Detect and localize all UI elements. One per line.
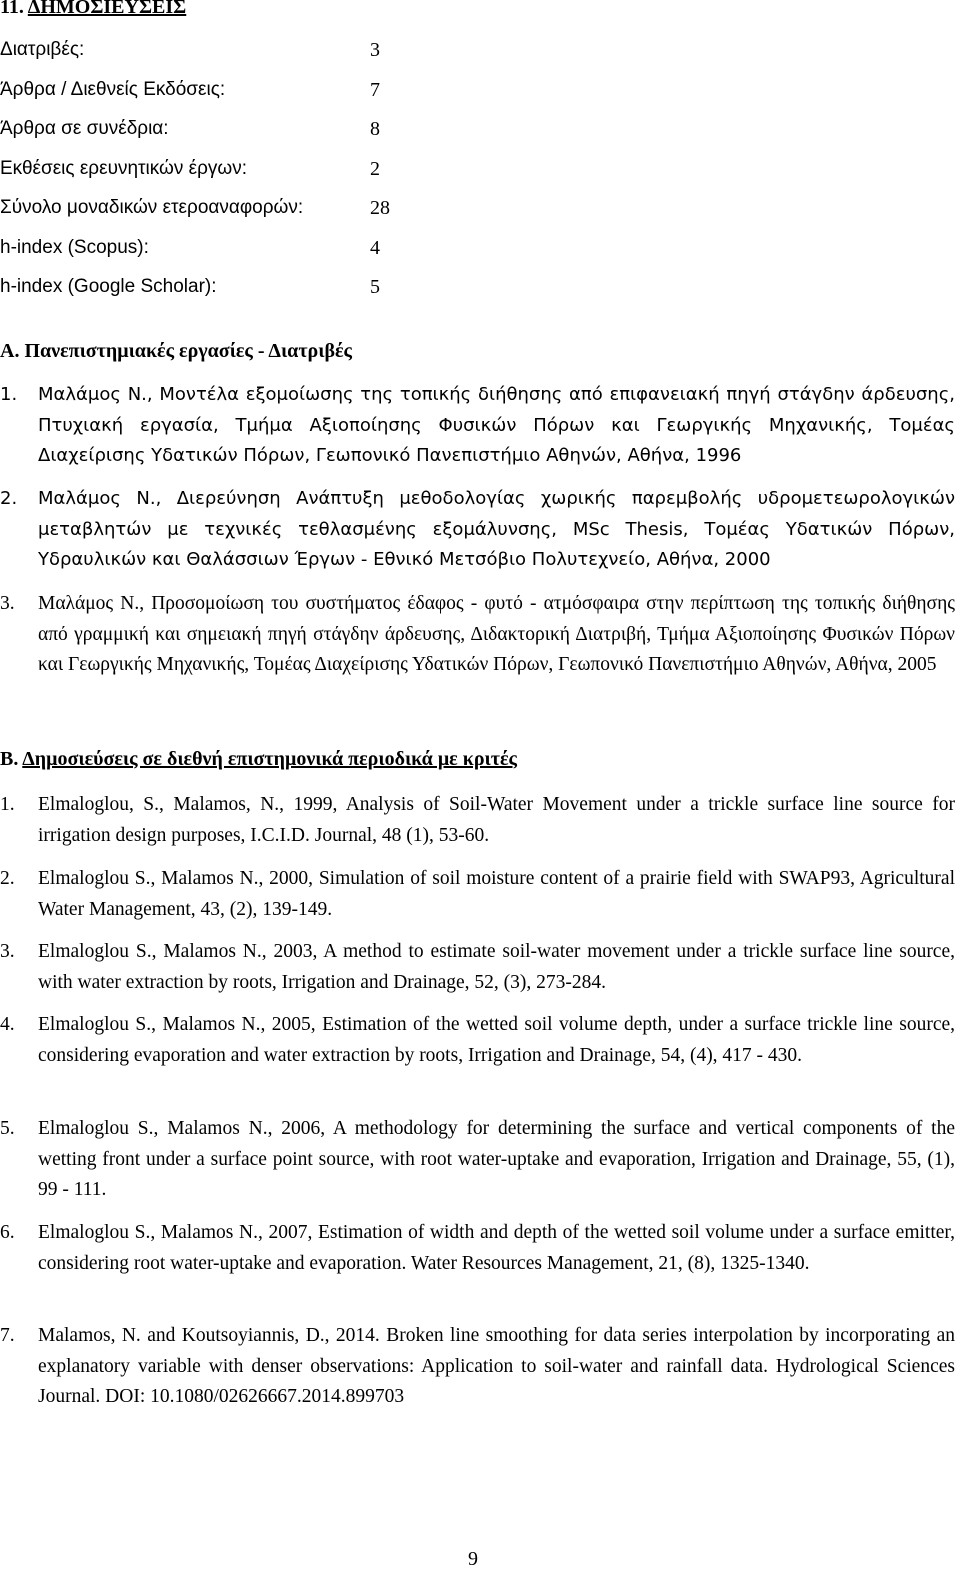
entry-text: Μαλάμος Ν., Διερεύνηση Ανάπτυξη μεθοδολογίας χωρικής παρεμβολής υδρομετεωρολογικών μεταβλητών με τεχνικές τεθλασμένης εξομάλυνσης, MSc Thesis, Τομέας Υδατικών Πόρων, Υδραυλικών και Θαλάσσιων Έργων - Εθνικό Μετσόβιο Πολυτεχνείο, Αθήνα, 2000	[38, 488, 955, 570]
entry-number: 1.	[0, 794, 15, 815]
page-number: 9	[468, 1548, 478, 1570]
stat-label: Άρθρα σε συνέδρια:	[0, 118, 169, 139]
journal-entry	[0, 864, 955, 925]
thesis-entry	[0, 589, 955, 681]
stat-label: Διατριβές:	[0, 39, 85, 60]
stat-value: 8	[370, 118, 380, 140]
stat-label: Σύνολο μοναδικών ετεροαναφορών:	[0, 197, 304, 218]
section-b-title	[0, 748, 517, 771]
entry-number: 1.	[0, 384, 18, 405]
heading-title: ΔΗΜΟΣΙΕΥΣΕΙΣ	[27, 0, 187, 18]
journal-entry	[0, 1114, 955, 1206]
stat-label: Άρθρα / Διεθνείς Εκδόσεις:	[0, 78, 226, 100]
entry-number: 3.	[0, 593, 15, 614]
section-a-title: Α. Πανεπιστημιακές εργασίες - Διατριβές	[0, 340, 352, 362]
entry-number: 5.	[0, 1118, 15, 1139]
publication-stats	[0, 38, 420, 315]
entry-text: Μαλάμος Ν., Μοντέλα εξομοίωσης της τοπικής διήθησης από επιφανειακή πηγή στάγδην άρδευσης, Πτυχιακή εργασία, Τμήμα Αξιοποίησης Φυσικών Πόρων και Γεωργικής Μηχανικής, Τομέας Διαχείρισης Υδατικών Πόρων, Γεωπονικό Πανεπιστήμιο Αθηνών, Αθήνα, 1996	[38, 384, 955, 466]
entry-text: Elmaloglou S., Malamos N., 2007, Estimation of width and depth of the wetted soil volume under a surface emitter, considering root water-uptake and evaporation. Water Resources Management, 21, (8), 1325-1340.	[38, 1222, 955, 1274]
stat-value: 2	[370, 157, 380, 180]
stat-value: 3	[370, 39, 380, 61]
entry-number: 3.	[0, 941, 15, 962]
thesis-entry	[0, 484, 955, 576]
stat-value: 5	[370, 276, 380, 298]
entry-number: 6.	[0, 1222, 15, 1243]
stat-label: h-index (Google Scholar):	[0, 276, 217, 297]
entry-number: 7.	[0, 1325, 15, 1346]
journal-entry	[0, 1010, 955, 1071]
stat-row	[0, 38, 420, 78]
journal-entry	[0, 937, 955, 998]
section-b-heading: Δημοσιεύσεις σε διεθνή επιστημονικά περιοδικά με κριτές	[22, 748, 517, 770]
stat-row	[0, 275, 420, 315]
entry-text: Elmaloglou S., Malamos N., 2006, A methodology for determining the surface and vertical components of the wetting front under a surface point source, with root water-uptake and evaporation, Irrigation and Drainage, 55, (1), 99 - 111.	[38, 1118, 955, 1200]
stat-row	[0, 78, 420, 118]
stat-value: 4	[370, 236, 380, 259]
entry-text: Elmaloglou S., Malamos N., 2005, Estimation of the wetted soil volume depth, under a surface trickle line source, considering evaporation and water extraction by roots, Irrigation and Drainage, 54, (4), 417 - 430.	[38, 1014, 955, 1066]
entry-text: Malamos, N. and Koutsoyiannis, D., 2014. Broken line smoothing for data series interpolation by incorporating an explanatory variable with denser observations: Application to soil-water and rainfall data. Hydrological Sciences Journal. DOI: 10.1080/02626667.2014.899703	[38, 1325, 955, 1407]
stat-value: 28	[370, 197, 390, 219]
entry-text: Μαλάμος Ν., Προσομοίωση του συστήματος έδαφος - φυτό - ατμόσφαιρα στην περίπτωση της τοπικής διήθησης από γραμμική και σημειακή πηγή στάγδην άρδευσης, Διδακτορική Διατριβή, Τμήμα Αξιοποίησης Φυσικών Πόρων και Γεωργικής Μηχανικής, Τομέας Διαχείρισης Υδατικών Πόρων, Γεωπονικό Πανεπιστήμιο Αθηνών, Αθήνα, 2005	[38, 593, 955, 675]
section-b-prefix: Β.	[0, 748, 23, 770]
stat-label: Εκθέσεις ερευνητικών έργων:	[0, 157, 248, 179]
entry-text: Elmaloglou S., Malamos N., 2000, Simulation of soil moisture content of a prairie field with SWAP93, Agricultural Water Management, 43, (2), 139-149.	[38, 868, 955, 920]
section-heading	[0, 0, 186, 19]
stat-value: 7	[370, 78, 380, 101]
entry-text: Elmaloglou S., Malamos N., 2003, A method to estimate soil-water movement under a trickle surface line source, with water extraction by roots, Irrigation and Drainage, 52, (3), 273-284.	[38, 941, 955, 993]
stat-row	[0, 236, 420, 276]
thesis-entry	[0, 380, 955, 472]
stat-row	[0, 157, 420, 197]
entry-number: 2.	[0, 488, 18, 509]
heading-number: 11.	[0, 0, 28, 18]
entry-text: Elmaloglou, S., Malamos, N., 1999, Analysis of Soil-Water Movement under a trickle surface line source for irrigation design purposes, I.C.I.D. Journal, 48 (1), 53-60.	[38, 794, 955, 846]
entry-number: 2.	[0, 868, 15, 889]
journal-entry	[0, 1218, 955, 1279]
entry-number: 4.	[0, 1014, 15, 1035]
stat-row	[0, 117, 420, 157]
journal-entry	[0, 1321, 955, 1413]
stat-label: h-index (Scopus):	[0, 236, 149, 258]
journal-entry	[0, 790, 955, 851]
stat-row	[0, 196, 420, 236]
